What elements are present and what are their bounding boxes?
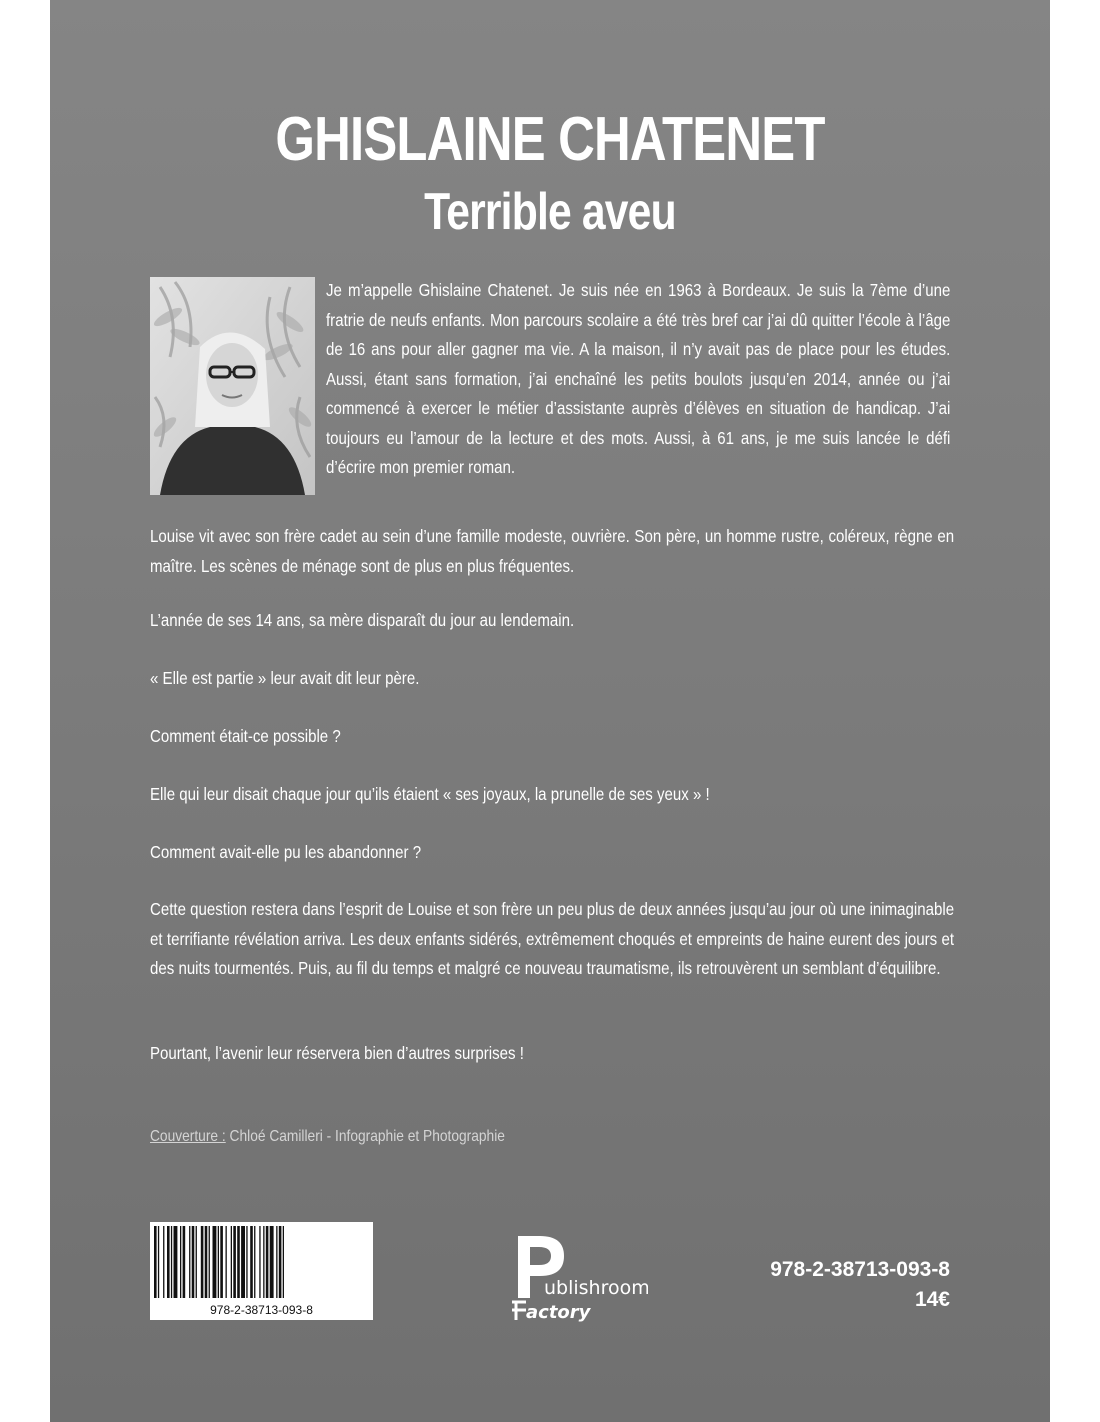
- book-title: Terrible aveu: [424, 183, 676, 241]
- synopsis-paragraph: Elle qui leur disait chaque jour qu’ils étaient « ses joyaux, la prunelle de ses yeux » !: [150, 784, 710, 804]
- synopsis-paragraph: Comment était-ce possible ?: [150, 726, 341, 746]
- publisher-name-line2: actory: [526, 1302, 591, 1323]
- synopsis-paragraph: « Elle est partie » leur avait dit leur père.: [150, 668, 420, 688]
- author-portrait-image: [150, 277, 315, 495]
- credit-text: Chloé Camilleri - Infographie et Photographie: [225, 1128, 505, 1145]
- isbn-number: 978-2-38713-093-8: [770, 1258, 950, 1281]
- publisher-name-line1: ublishroom: [544, 1277, 648, 1299]
- barcode-bars-icon: [150, 1222, 373, 1300]
- synopsis-paragraph: Cette question restera dans l’esprit de Louise et son frère un peu plus de deux années jusqu’au jour où une inimaginable et terrifiante révélation arriva. Les deux enfants sidérés, extrêmement choqués et empreints de haine eurent des jours et des nuits tourmentés. Puis, au fil du temps et malgré ce nouveau traumatisme, ils retrouvèrent un semblant d’équilibre.: [150, 899, 955, 978]
- synopsis-paragraph: Pourtant, l’avenir leur réservera bien d’autres surprises !: [150, 1043, 524, 1063]
- cover-credit: [150, 1126, 666, 1148]
- synopsis-paragraph: L’année de ses 14 ans, sa mère disparaît du jour au lendemain.: [150, 610, 575, 630]
- author-photo: [150, 277, 315, 495]
- back-cover: [50, 0, 1050, 1422]
- isbn-price-block: [670, 1255, 950, 1315]
- publisher-logo: [508, 1228, 648, 1323]
- barcode-number: 978-2-38713-093-8: [210, 1303, 313, 1317]
- author-bio: Je m’appelle Ghislaine Chatenet. Je suis née en 1963 à Bordeaux. Je suis la 7ème d’une fratrie de neufs enfants. Mon parcours scolaire a été très bref car j’ai dû quitter l’école à l’âge de 16 ans pour aller gagner ma vie. A la maison, il n’y avait pas de place pour les études. Aussi, étant sans formation, j’ai enchaîné les petits boulots jusqu’en 2014, année ou j’ai commencé à exercer le métier d’assistante auprès d’élèves en situation de handicap. J’ai toujours eu l’amour de la lecture et des mots. Aussi, à 61 ans, je me suis lancée le défi d’écrire mon premier roman.: [326, 280, 951, 477]
- price: 14€: [914, 1288, 950, 1311]
- credit-label: Couverture :: [150, 1128, 226, 1145]
- synopsis-paragraph: Comment avait-elle pu les abandonner ?: [150, 842, 422, 862]
- barcode: [150, 1222, 373, 1320]
- author-name: GHISLAINE CHATENET: [275, 105, 825, 174]
- synopsis-paragraph: Louise vit avec son frère cadet au sein d’une famille modeste, ouvrière. Son père, un homme rustre, coléreux, règne en maître. Les scènes de ménage sont de plus en plus fréquentes.: [150, 526, 955, 576]
